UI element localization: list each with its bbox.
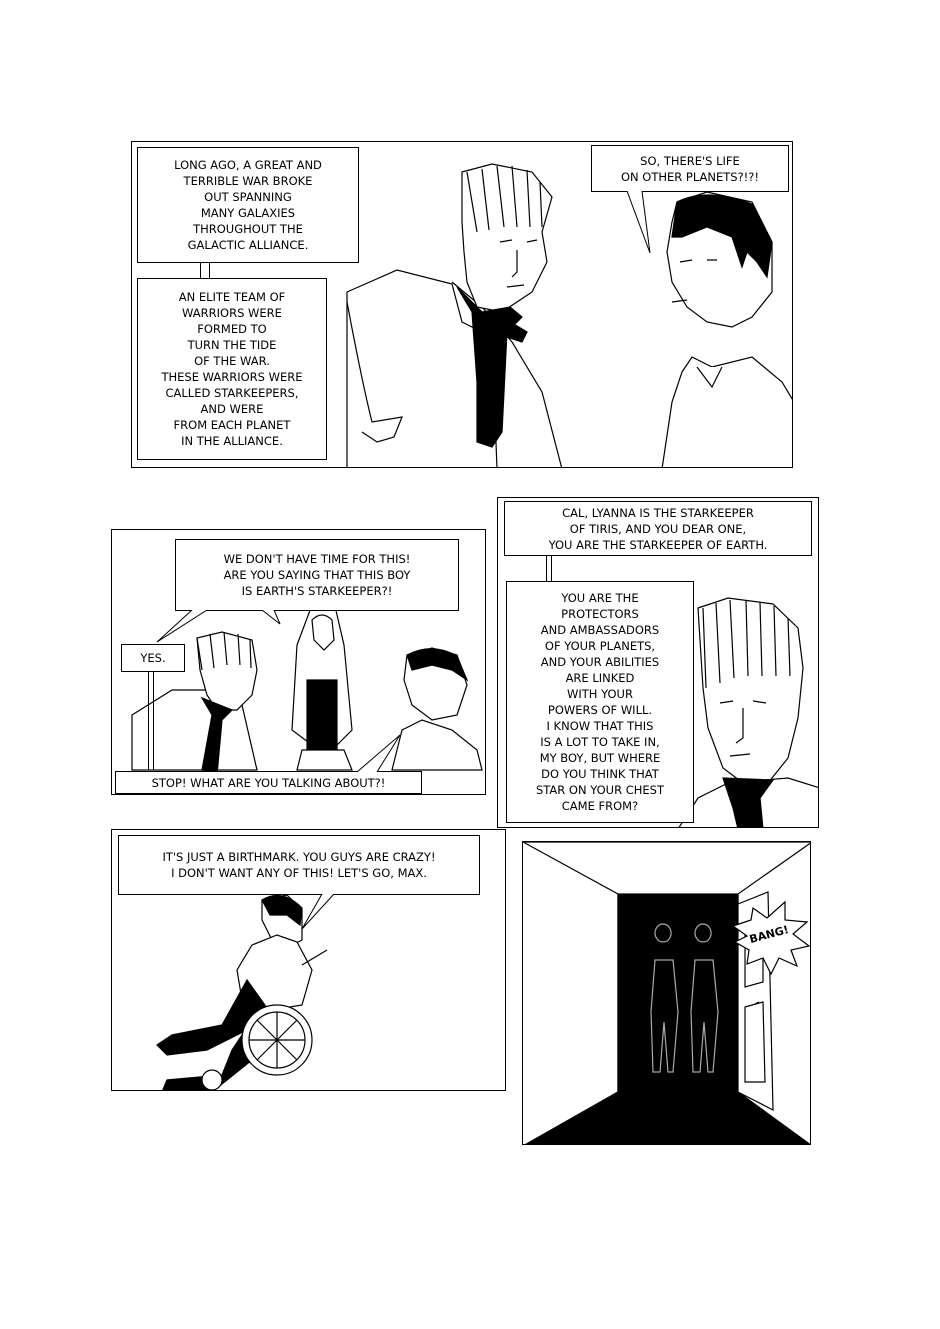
narration-caption-top [504, 501, 812, 556]
speech-text: STOP! WHAT ARE YOU TALKING ABOUT?! [151, 775, 386, 790]
bang-sound-effect: BANG! [748, 923, 791, 946]
boy-figure [662, 192, 793, 468]
panel-2 [111, 529, 486, 795]
narration-caption-bottom [506, 581, 694, 823]
panel-5-art [523, 842, 811, 1145]
old-man-figure [678, 598, 819, 828]
narration-caption-bottom [137, 278, 327, 460]
speech-tail [352, 730, 412, 775]
caption-connector [148, 672, 154, 770]
caption-text: CAL, LYANNA IS THE STARKEEPER OF TIRIS, AND YOU DEAR ONE, YOU ARE THE STARKEEPER OF EARTH. [548, 505, 768, 552]
narration-caption-top [137, 147, 359, 263]
speech-tail [622, 191, 662, 261]
speech-bubble-woman [175, 539, 459, 611]
caption-connector [546, 556, 552, 581]
dark-doorway [618, 894, 738, 1092]
speech-text: YES. [140, 651, 166, 665]
caption-text: AN ELITE TEAM OF WARRIORS WERE FORMED TO TURN THE TIDE OF THE WAR. THESE WARRIORS WERE CALLED STARKEEPERS, AND WERE FROM EACH PLANET IN THE ALLIANCE. [161, 290, 303, 448]
caption-connector [200, 263, 210, 278]
panel-4 [111, 829, 506, 1091]
panel-5 [522, 841, 811, 1145]
speech-tail [292, 894, 342, 934]
speech-bubble-boy [118, 835, 480, 895]
panel-1 [131, 141, 793, 468]
speech-bubble-boy [591, 145, 789, 192]
speech-bubble-yes [121, 644, 185, 672]
panel-3 [497, 497, 819, 828]
caption-text: LONG AGO, A GREAT AND TERRIBLE WAR BROKE OUT SPANNING MANY GALAXIES THROUGHOUT THE GALACTIC ALLIANCE. [174, 158, 322, 252]
speech-text: IT'S JUST A BIRTHMARK. YOU GUYS ARE CRAZY! I DON'T WANT ANY OF THIS! LET'S GO, MAX. [162, 850, 436, 880]
caption-text: YOU ARE THE PROTECTORS AND AMBASSADORS OF YOUR PLANETS, AND YOUR ABILITIES ARE LINKED WITH YOUR POWERS OF WILL. I KNOW THAT THIS IS A LOT TO TAKE IN, MY BOY, BUT WHERE DO YOU THINK THAT STAR ON YOUR CHEST CAME FROM? [535, 591, 665, 813]
speech-text: SO, THERE'S LIFE ON OTHER PLANETS?!?! [620, 153, 760, 184]
speech-text: WE DON'T HAVE TIME FOR THIS! ARE YOU SAYING THAT THIS BOY IS EARTH'S STARKEEPER?! [223, 552, 411, 598]
old-man-figure [347, 164, 562, 468]
